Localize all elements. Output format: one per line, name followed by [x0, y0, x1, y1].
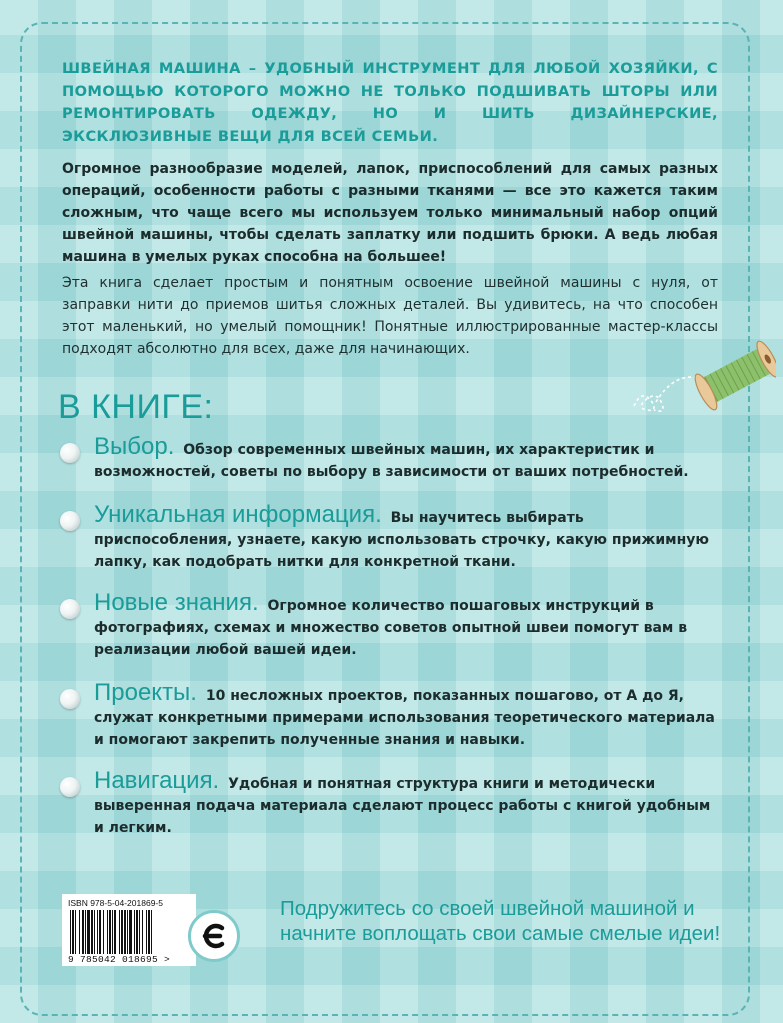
feature-item-projects: [60, 679, 720, 751]
thread-spool-icon: [626, 336, 776, 436]
feature-item-unique-info: [60, 501, 720, 573]
pearl-bullet-icon: [60, 599, 80, 619]
ean-number: 9 785042 018695 >: [68, 954, 171, 965]
pearl-bullet-icon: [60, 511, 80, 531]
feature-heading: Выбор.: [94, 433, 175, 460]
pearl-bullet-icon: [60, 689, 80, 709]
pearl-bullet-icon: [60, 443, 80, 463]
description-paragraph-2: Эта книга сделает простым и понятным освоение швейной машины с нуля, от заправки нити до приемов шитья сложных деталей. Вы удивитесь, на что способен этот маленький, но умелый помощник! Понятные иллюстрированные мастер-классы подходят абсолютно для всех, даже для начинающих.: [62, 275, 718, 357]
pearl-bullet-icon: [60, 777, 80, 797]
feature-heading: Новые знания.: [94, 589, 259, 616]
intro-text: ШВЕЙНАЯ МАШИНА – УДОБНЫЙ ИНСТРУМЕНТ ДЛЯ ЛЮБОЙ ХОЗЯЙКИ, С ПОМОЩЬЮ КОТОРОГО МОЖНО НЕ ТОЛЬКО ПОДШИВАТЬ ШТОРЫ ИЛИ РЕМОНТИРОВАТЬ ОДЕЖДУ, НО И ШИТЬ ДИЗАЙНЕРСКИЕ, ЭКСКЛЮЗИВНЫЕ ВЕЩИ ДЛЯ ВСЕЙ СЕМЬИ.: [62, 60, 718, 145]
feature-item-navigation: [60, 767, 720, 839]
feature-description: Обзор современных швейных машин, их характеристик и возможностей, советы по выбору в зависимости от ваших потребностей.: [94, 442, 689, 480]
description-paragraph-1: Огромное разнообразие моделей, лапок, приспособлений для самых разных операций, особенности работы с разными тканями — все это кажется таким сложным, что чаще всего мы используем только минимальный набор опций швейной машины, чтобы сделать заплатку или подшить брюки. А ведь любая машина в умелых руках способна на большее!: [62, 161, 718, 265]
publisher-logo-icon: [188, 910, 240, 962]
feature-heading: Уникальная информация.: [94, 501, 382, 528]
barcode-bars: [68, 910, 190, 954]
feature-item-choice: [60, 433, 720, 483]
feature-description: Вы научитесь выбирать приспособления, узнаете, какую использовать строчку, какую прижимную лапку, как подобрать нитки для конкретной ткани.: [94, 510, 709, 570]
isbn-number: ISBN 978-5-04-201869-5: [68, 898, 163, 908]
barcode: [62, 894, 196, 966]
feature-item-new-knowledge: [60, 589, 720, 661]
closing-slogan: Подружитесь со своей швейной машиной и начните воплощать свои самые смелые идеи!: [280, 897, 721, 945]
feature-description: Удобная и понятная структура книги и методически выверенная подача материала сделают процесс работы с книгой удобным и легким.: [94, 776, 711, 836]
feature-heading: Навигация.: [94, 767, 220, 794]
section-title: В КНИГЕ:: [58, 388, 214, 426]
feature-heading: Проекты.: [94, 679, 197, 706]
feature-description: 10 несложных проектов, показанных пошагово, от А до Я, служат конкретными примерами использования теоретического материала и помогают закрепить полученные знания и навыки.: [94, 688, 715, 748]
feature-description: Огромное количество пошаговых инструкций в фотографиях, схемах и множество советов опытной швеи помогут вам в реализации любой вашей идеи.: [94, 598, 688, 658]
